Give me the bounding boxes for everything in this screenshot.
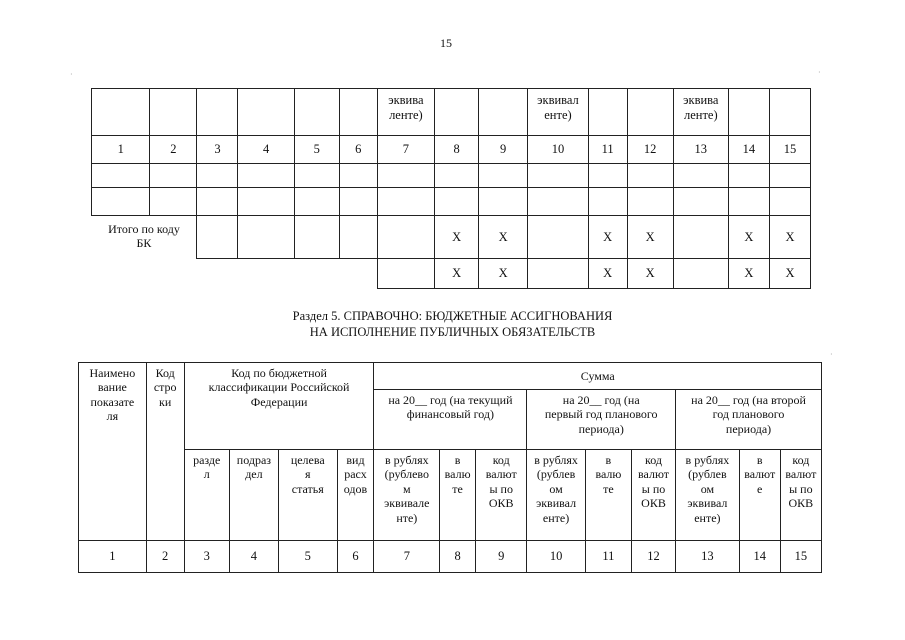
table-cell [673, 259, 728, 289]
column-number: 4 [229, 541, 278, 573]
column-number: 8 [435, 136, 479, 164]
scan-speck: · [818, 68, 821, 77]
table-cell [528, 259, 588, 289]
table-cell [435, 188, 479, 216]
column-number: 1 [79, 541, 147, 573]
table-cell [673, 216, 728, 259]
top-table [91, 88, 811, 289]
subheader-cell: подраз дел [229, 450, 278, 541]
subheader-cell: код валют ы по ОКВ [476, 450, 527, 541]
subheader-cell: в рублях (рублев ом эквивал енте) [527, 450, 585, 541]
table-cell [92, 164, 150, 188]
table-cell [238, 164, 294, 188]
table-cell [588, 164, 627, 188]
table-cell [769, 89, 810, 136]
table-cell [528, 216, 588, 259]
table-cell [728, 188, 769, 216]
column-number: 6 [337, 541, 374, 573]
scan-speck: · [830, 350, 833, 359]
x-mark: X [588, 259, 627, 289]
table-cell [238, 216, 294, 259]
table-cell [377, 164, 434, 188]
table-cell [339, 164, 377, 188]
column-number: 3 [184, 541, 229, 573]
column-number: 8 [440, 541, 476, 573]
table-cell [339, 89, 377, 136]
table-cell [528, 188, 588, 216]
table-cell [377, 259, 434, 289]
column-number: 1 [92, 136, 150, 164]
subheader-cell: разде л [184, 450, 229, 541]
column-number: 15 [769, 136, 810, 164]
table-cell [769, 188, 810, 216]
subheader-cell: в валю те [585, 450, 631, 541]
table-cell [294, 89, 339, 136]
table-cell [197, 89, 238, 136]
table-cell [294, 216, 339, 259]
header-cell: эквива ленте) [673, 89, 728, 136]
x-mark: X [627, 259, 673, 289]
period-header: на 20__ год (на первый год планового периода) [527, 390, 676, 450]
column-number: 10 [528, 136, 588, 164]
table-cell [479, 164, 528, 188]
column-number: 13 [676, 541, 740, 573]
table-cell [294, 188, 339, 216]
column-number: 10 [527, 541, 585, 573]
column-number: 11 [585, 541, 631, 573]
column-number: 2 [150, 136, 197, 164]
subheader-cell: целева я статья [279, 450, 337, 541]
table-cell [479, 89, 528, 136]
subheader-cell: вид расх одов [337, 450, 374, 541]
table-cell [627, 188, 673, 216]
column-number: 9 [479, 136, 528, 164]
header-row [79, 363, 822, 390]
section-title [0, 308, 905, 341]
top-header-row [92, 89, 811, 136]
bottom-table [78, 362, 822, 573]
table-cell [377, 188, 434, 216]
x-mark: X [769, 259, 810, 289]
x-mark: X [479, 216, 528, 259]
x-mark: X [435, 216, 479, 259]
table-row [92, 164, 811, 188]
x-mark: X [728, 216, 769, 259]
header-cell: эквива ленте) [377, 89, 434, 136]
section-title-line: НА ИСПОЛНЕНИЕ ПУБЛИЧНЫХ ОБЯЗАТЕЛЬСТВ [309, 325, 596, 340]
table-cell [197, 188, 238, 216]
period-header: на 20__ год (на второй год планового периода) [676, 390, 822, 450]
column-number: 14 [728, 136, 769, 164]
table-cell [435, 164, 479, 188]
table-cell [769, 164, 810, 188]
col-header-name: Наимено вание показате ля [79, 363, 147, 541]
table-cell [479, 188, 528, 216]
column-number: 12 [627, 136, 673, 164]
subheader-row [79, 450, 822, 541]
column-number-row [79, 541, 822, 573]
table-cell [588, 188, 627, 216]
column-number-row [92, 136, 811, 164]
subheader-cell: в валю те [440, 450, 476, 541]
table-cell [673, 164, 728, 188]
column-number: 11 [588, 136, 627, 164]
table-cell [197, 216, 238, 259]
x-mark: X [435, 259, 479, 289]
column-number: 12 [631, 541, 675, 573]
subheader-cell: код валют ы по ОКВ [631, 450, 675, 541]
subheader-cell: в рублях (рублево м эквивале нте) [374, 450, 440, 541]
col-header-code: Код стро ки [146, 363, 184, 541]
table-cell [627, 164, 673, 188]
total-label: Итого по коду БК [108, 222, 180, 251]
column-number: 2 [146, 541, 184, 573]
table-cell [339, 216, 377, 259]
table-cell [435, 89, 479, 136]
table-cell [294, 164, 339, 188]
table-cell [728, 164, 769, 188]
column-number: 14 [739, 541, 780, 573]
table-cell [150, 164, 197, 188]
table-cell [339, 188, 377, 216]
table-cell [728, 89, 769, 136]
header-cell: эквивал енте) [528, 89, 588, 136]
table-cell [150, 188, 197, 216]
subheader-cell: код валют ы по ОКВ [780, 450, 821, 541]
table-cell [238, 89, 294, 136]
x-mark: X [728, 259, 769, 289]
page-number: 15 [440, 36, 452, 50]
column-number: 15 [780, 541, 821, 573]
subheader-cell: в валют е [739, 450, 780, 541]
column-number: 7 [377, 136, 434, 164]
blank-area [92, 259, 378, 289]
col-header-bk: Код по бюджетной классификации Российской Федерации [184, 363, 374, 450]
column-number: 5 [279, 541, 337, 573]
table-cell [92, 188, 150, 216]
x-mark: X [479, 259, 528, 289]
table-cell [150, 89, 197, 136]
table-cell [238, 188, 294, 216]
scan-speck: · [70, 70, 73, 79]
section-title-line: Раздел 5. СПРАВОЧНО: БЮДЖЕТНЫЕ АССИГНОВАНИЯ [292, 309, 613, 323]
column-number: 4 [238, 136, 294, 164]
column-number: 9 [476, 541, 527, 573]
column-number: 13 [673, 136, 728, 164]
x-mark: X [769, 216, 810, 259]
table-cell [673, 188, 728, 216]
header-cell [627, 89, 673, 136]
column-number: 3 [197, 136, 238, 164]
x-mark: X [627, 216, 673, 259]
table-cell [377, 216, 434, 259]
subheader-cell: в рублях (рублев ом эквивал енте) [676, 450, 740, 541]
column-number: 6 [339, 136, 377, 164]
x-mark: X [588, 216, 627, 259]
total-row [92, 216, 811, 259]
column-number: 7 [374, 541, 440, 573]
table-cell [197, 164, 238, 188]
col-header-sum: Сумма [374, 363, 822, 390]
column-number: 5 [294, 136, 339, 164]
table-cell [92, 89, 150, 136]
table-row [92, 188, 811, 216]
period-header: на 20__ год (на текущий финансовый год) [374, 390, 527, 450]
table-cell [588, 89, 627, 136]
total-row [92, 259, 811, 289]
table-cell [528, 164, 588, 188]
